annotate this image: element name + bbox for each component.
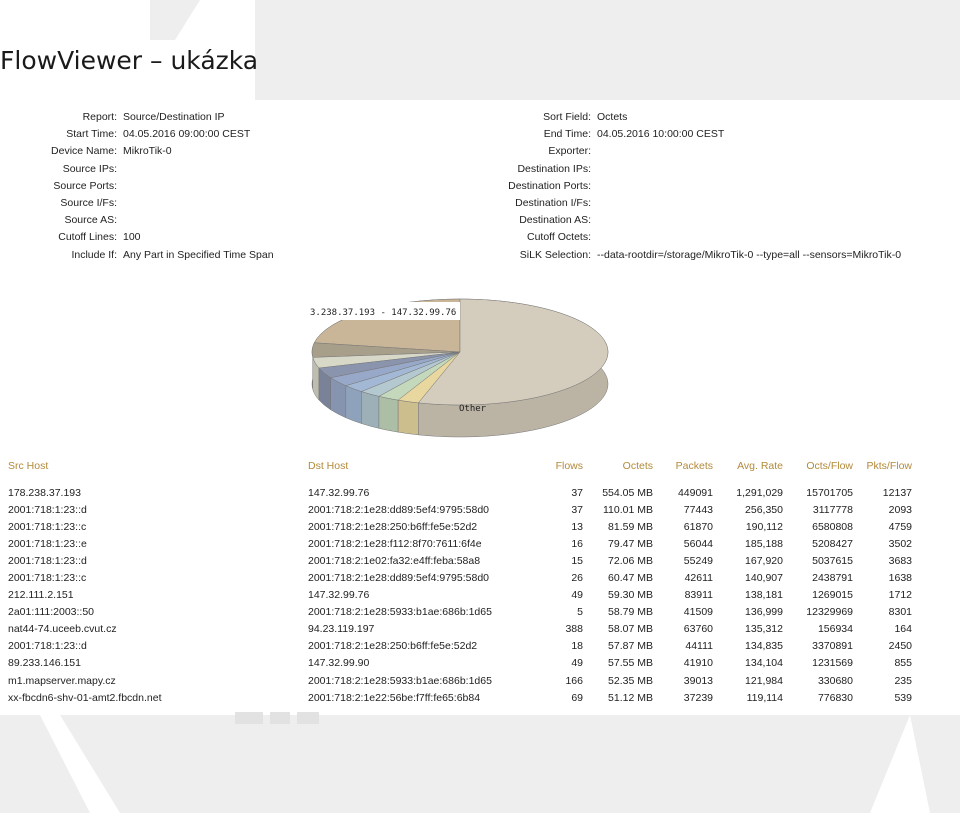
table-row: [8, 552, 912, 569]
cell-flows: 49: [571, 589, 583, 602]
param-row-right: [440, 178, 901, 195]
cell-rate: 136,999: [745, 606, 783, 619]
cell-dst: 2001:718:2:1e28:250:b6ff:fe5e:52d2: [308, 520, 478, 533]
param-row-right: [440, 109, 901, 126]
cell-ppf: 2093: [888, 503, 912, 516]
param-label: Report:: [82, 111, 117, 123]
cell-rate: 185,188: [745, 537, 783, 550]
param-row-left: [0, 109, 274, 126]
cell-packets: 61870: [683, 520, 713, 533]
cell-opf: 5208427: [812, 537, 853, 550]
table-row: [8, 484, 912, 501]
cell-ppf: 539: [894, 691, 912, 704]
param-row-left: [0, 178, 274, 195]
cell-rate: 140,907: [745, 572, 783, 585]
table-row: [8, 569, 912, 586]
param-label: Cutoff Octets:: [527, 231, 591, 244]
cell-packets: 77443: [683, 503, 713, 516]
param-label: Source Ports:: [53, 179, 117, 192]
cell-packets: 37239: [683, 691, 713, 704]
param-label: Source AS:: [64, 214, 117, 227]
table-row: [8, 638, 912, 655]
col-header-pkts-per-flow[interactable]: Pkts/Flow: [866, 459, 912, 472]
param-label: Destination AS:: [519, 214, 591, 227]
cell-dst: 2001:718:2:1e28:5933:b1ae:686b:1d65: [308, 674, 492, 687]
cell-src: 2001:718:1:23::c: [8, 520, 87, 533]
cell-dst: 2001:718:2:1e28:f112:8f70:7611:6f4e: [308, 537, 482, 550]
table-row: [8, 587, 912, 604]
cell-dst: 147.32.99.90: [308, 657, 370, 670]
cell-src: 2001:718:1:23::e: [8, 537, 87, 550]
cell-opf: 2438791: [812, 572, 853, 585]
cell-src: 2001:718:1:23::d: [8, 503, 87, 516]
cell-opf: 776830: [817, 691, 853, 704]
param-row-left: [0, 195, 274, 212]
cell-src: 2001:718:1:23::c: [8, 572, 87, 585]
cell-opf: 15701705: [806, 486, 853, 499]
cell-rate: 138,181: [745, 589, 783, 602]
cell-opf: 330680: [817, 674, 853, 687]
cell-packets: 41509: [683, 606, 713, 619]
param-row-right: [440, 247, 901, 264]
cell-ppf: 164: [894, 623, 912, 636]
cell-ppf: 3683: [888, 554, 912, 567]
cell-ppf: 4759: [888, 520, 912, 533]
table-row: [8, 501, 912, 518]
col-header-avg-rate[interactable]: Avg. Rate: [737, 459, 783, 472]
param-label: Destination IPs:: [517, 162, 591, 175]
cell-flows: 15: [571, 554, 583, 567]
cell-flows: 69: [571, 691, 583, 704]
param-value: Any Part in Specified Time Span: [123, 248, 274, 261]
cell-opf: 3370891: [812, 640, 853, 653]
cell-packets: 55249: [683, 554, 713, 567]
pie-slice-side: [398, 400, 418, 435]
col-header-octets[interactable]: Octets: [622, 459, 653, 472]
cell-flows: 388: [565, 623, 583, 636]
cell-packets: 42611: [684, 572, 713, 585]
table-row: [8, 672, 912, 689]
param-label: Source IPs:: [62, 162, 117, 175]
cell-dst: 2001:718:2:1e28:250:b6ff:fe5e:52d2: [308, 640, 478, 653]
cell-dst: 2001:718:2:1e28:dd89:5ef4:9795:58d0: [308, 572, 490, 585]
cell-flows: 5: [577, 606, 583, 619]
cell-ppf: 855: [894, 657, 912, 670]
cell-src: 2a01:111:2003::50: [8, 606, 95, 619]
cell-dst: 94.23.119.197: [308, 623, 375, 636]
cell-opf: 6580808: [812, 520, 853, 533]
cell-src: 2001:718:1:23::d: [8, 640, 87, 653]
flows-table-body: [8, 474, 912, 706]
cell-rate: 119,114: [746, 691, 783, 704]
param-label: Sort Field:: [543, 111, 591, 123]
cell-flows: 166: [565, 674, 583, 687]
param-value: 04.05.2016 09:00:00 CEST: [123, 128, 251, 141]
pie-slice-side: [346, 386, 362, 424]
param-row-right: [440, 143, 901, 160]
cell-rate: 135,312: [745, 623, 783, 636]
pie-label-other: Other: [459, 404, 487, 414]
table-row: [8, 655, 912, 672]
cell-rate: 256,350: [745, 503, 783, 516]
param-value: MikroTik-0: [123, 145, 172, 158]
cell-flows: 37: [571, 503, 583, 516]
param-label: Device Name:: [51, 145, 117, 158]
report-params-right: [440, 109, 901, 264]
cell-ppf: 235: [894, 674, 912, 687]
cell-octets: 57.87 MB: [608, 640, 653, 653]
param-row-left: [0, 143, 274, 160]
cell-octets: 52.35 MB: [608, 674, 653, 687]
cell-packets: 449091: [677, 486, 713, 499]
cell-octets: 51.12 MB: [608, 691, 653, 704]
cell-opf: 12329969: [806, 606, 853, 619]
param-value: 04.05.2016 10:00:00 CEST: [597, 128, 725, 141]
cell-packets: 39013: [683, 674, 713, 687]
param-value: 100: [123, 231, 141, 244]
col-header-dst-host[interactable]: Dst Host: [308, 459, 349, 472]
cell-rate: 134,835: [745, 640, 783, 653]
cell-flows: 13: [571, 520, 583, 533]
cell-rate: 167,920: [745, 554, 783, 567]
cell-dst: 147.32.99.76: [308, 589, 370, 602]
cell-octets: 60.47 MB: [608, 572, 653, 585]
col-header-flows[interactable]: Flows: [555, 459, 583, 472]
cell-packets: 63760: [683, 623, 713, 636]
cell-src: 178.238.37.193: [8, 486, 81, 499]
param-row-right: [440, 195, 901, 212]
param-row-left: [0, 212, 274, 229]
cell-packets: 44111: [685, 640, 713, 653]
pie-chart-svg: [300, 272, 620, 442]
param-label: SiLK Selection:: [519, 248, 591, 261]
param-label: Destination Ports:: [508, 179, 591, 192]
param-value: Octets: [597, 111, 628, 123]
param-label: Exporter:: [548, 145, 591, 158]
param-value: --data-rootdir=/storage/MikroTik-0 --type=all --sensors=MikroTik-0: [597, 248, 902, 261]
cell-ppf: 2450: [888, 640, 912, 653]
param-row-right: [440, 161, 901, 178]
cell-src: 89.233.146.151: [8, 657, 81, 670]
cell-packets: 83911: [684, 589, 713, 602]
cell-packets: 56044: [683, 537, 713, 550]
cell-dst: 2001:718:2:1e02:fa32:e4ff:feba:58a8: [308, 554, 481, 567]
col-header-packets[interactable]: Packets: [675, 459, 713, 472]
table-gap-row: [8, 474, 912, 484]
cell-src: 212.111.2.151: [8, 589, 74, 602]
cell-rate: 121,984: [745, 674, 783, 687]
cell-opf: 3117778: [812, 503, 853, 516]
param-value: Source/Destination IP: [123, 111, 225, 123]
param-row-right: [440, 229, 901, 246]
cell-octets: 58.07 MB: [608, 623, 653, 636]
cell-rate: 134,104: [745, 657, 783, 670]
param-label: Include If:: [71, 248, 117, 261]
cell-octets: 59.30 MB: [608, 589, 653, 602]
cell-dst: 2001:718:2:1e28:5933:b1ae:686b:1d65: [308, 606, 492, 619]
param-row-left: [0, 229, 274, 246]
cell-dst: 2001:718:2:1e28:dd89:5ef4:9795:58d0: [308, 503, 490, 516]
slide-title: FlowViewer – ukázka: [0, 46, 259, 75]
cell-ppf: 8301: [888, 606, 912, 619]
param-label: Source I/Fs:: [60, 196, 117, 209]
cell-dst: 2001:718:2:1e22:56be:f7ff:fe65:6b84: [308, 691, 481, 704]
cell-flows: 49: [571, 657, 583, 670]
pie-slice-side: [361, 392, 379, 429]
table-row: [8, 518, 912, 535]
cell-flows: 37: [571, 486, 583, 499]
pie-label-top: 3.238.37.193 - 147.32.99.76: [310, 308, 457, 318]
param-row-right: [440, 126, 901, 143]
cell-src: xx-fbcdn6-shv-01-amt2.fbcdn.net: [8, 691, 162, 704]
cell-opf: 1231569: [812, 657, 853, 670]
pie-chart: [300, 272, 620, 447]
cell-octets: 79.47 MB: [608, 537, 653, 550]
cell-octets: 57.55 MB: [608, 657, 653, 670]
cell-ppf: 1712: [888, 589, 912, 602]
cell-ppf: 3502: [888, 537, 912, 550]
param-label: End Time:: [543, 128, 591, 141]
cell-opf: 156934: [817, 623, 853, 636]
table-row: [8, 621, 912, 638]
table-header-row: [8, 457, 912, 474]
param-row-left: [0, 247, 274, 264]
cell-rate: 1,291,029: [736, 486, 783, 499]
cell-octets: 110.01 MB: [602, 503, 653, 516]
cell-packets: 41910: [683, 657, 713, 670]
table-row: [8, 689, 912, 706]
col-header-src-host[interactable]: Src Host: [8, 459, 49, 472]
cell-ppf: 1638: [888, 572, 912, 585]
param-row-left: [0, 126, 274, 143]
param-label: Start Time:: [66, 128, 117, 141]
cell-flows: 18: [571, 640, 583, 653]
cell-flows: 26: [571, 572, 583, 585]
report-params-left: [0, 109, 274, 264]
cell-dst: 147.32.99.76: [308, 486, 370, 499]
table-row: [8, 604, 912, 621]
cell-rate: 190,112: [745, 520, 783, 533]
cell-src: 2001:718:1:23::d: [8, 554, 87, 567]
param-label: Destination I/Fs:: [515, 196, 591, 209]
table-row: [8, 535, 912, 552]
cell-octets: 58.79 MB: [608, 606, 653, 619]
param-label: Cutoff Lines:: [58, 231, 117, 244]
param-row-right: [440, 212, 901, 229]
pie-slice-side: [379, 396, 398, 432]
flows-table: [8, 457, 912, 706]
param-row-left: [0, 161, 274, 178]
cell-ppf: 12137: [882, 486, 912, 499]
cell-octets: 554.05 MB: [602, 486, 653, 499]
cell-opf: 1269015: [812, 589, 853, 602]
flowviewer-report-screenshot: [0, 100, 960, 712]
cell-octets: 72.06 MB: [608, 554, 653, 567]
cell-src: nat44-74.uceeb.cvut.cz: [8, 623, 117, 636]
cell-flows: 16: [571, 537, 583, 550]
cell-octets: 81.59 MB: [608, 520, 653, 533]
cell-opf: 5037615: [812, 554, 853, 567]
col-header-octs-per-flow[interactable]: Octs/Flow: [806, 459, 853, 472]
cell-src: m1.mapserver.mapy.cz: [8, 674, 116, 687]
